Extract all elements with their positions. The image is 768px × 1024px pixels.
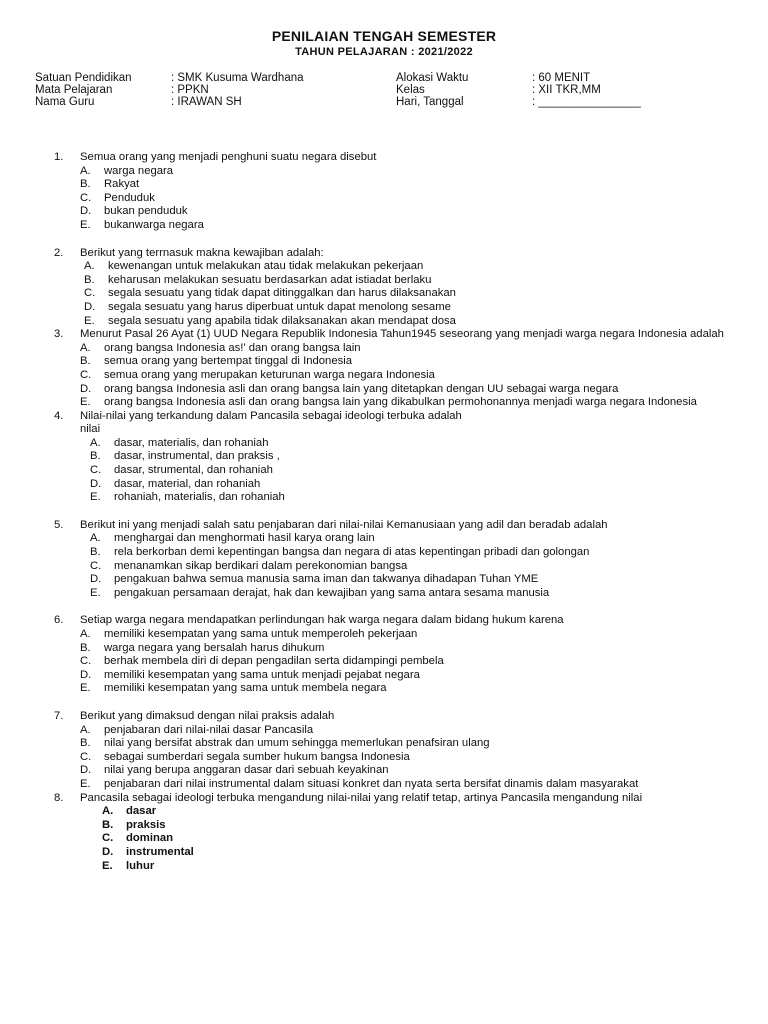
option-letter: A. (102, 805, 114, 818)
option-d (90, 573, 724, 587)
info-row-date (396, 96, 641, 108)
option-a (90, 532, 724, 546)
option-text: pengakuan bahwa semua manusia sama iman dan takwanya dihadapan Tuhan YME (114, 573, 539, 586)
question-text: Menurut Pasal 26 Ayat (1) UUD Negara Republik Indonesia Tahun1945 seseorang yang menjadi warga negara Indonesia adalah (80, 328, 724, 341)
option-c (80, 751, 724, 765)
info-value: : ________________ (532, 96, 641, 108)
option-letter: E. (80, 682, 91, 695)
info-label: Nama Guru (35, 96, 95, 108)
question-text: Berikut yang dimaksud dengan nilai praksis adalah (80, 709, 335, 722)
info-label: Satuan Pendidikan (35, 72, 132, 84)
option-text: keharusan melakukan sesuatu berdasarkan adat istiadat berlaku (108, 273, 432, 286)
option-c (80, 655, 724, 669)
option-a (80, 342, 724, 356)
question-number: 8. (54, 791, 64, 804)
page-title: PENILAIAN TENGAH SEMESTER (271, 28, 497, 44)
option-letter: D. (80, 764, 92, 777)
option-e (80, 219, 724, 233)
exam-info (396, 72, 641, 108)
info-row-teacher (35, 96, 304, 108)
option-letter: D. (80, 382, 92, 395)
info-row-school (35, 72, 304, 84)
option-letter: B. (80, 355, 91, 368)
option-c (80, 369, 724, 383)
option-letter: B. (84, 273, 95, 286)
question-number: 2. (54, 246, 64, 259)
option-text: warga negara (104, 164, 174, 177)
option-letter: A. (80, 341, 91, 354)
option-text: semua orang yang merupakan keturunan warga negara Indonesia (104, 368, 435, 381)
option-c (90, 464, 724, 478)
option-letter: E. (90, 586, 101, 599)
option-letter: B. (102, 818, 114, 831)
option-letter: C. (84, 287, 96, 300)
option-text: dasar, strumental, dan rohaniah (114, 464, 273, 477)
option-letter: E. (102, 859, 113, 872)
option-b (90, 546, 724, 560)
option-b (80, 355, 724, 369)
question-number: 5. (54, 518, 64, 531)
question-text: Berikut yang terrnasuk makna kewajiban adalah: (80, 246, 324, 259)
option-text: pengakuan persamaan derajat, hak dan kewajiban yang sama antara sesama manusia (114, 586, 550, 599)
option-e (90, 491, 724, 505)
option-text: dasar, instrumental, dan praksis , (114, 450, 280, 463)
option-text: memiliki kesempatan yang sama untuk memperoleh pekerjaan (104, 628, 418, 640)
option-letter: E. (84, 314, 95, 327)
option-e (80, 396, 724, 410)
option-a (80, 165, 724, 179)
question-4 (54, 410, 724, 505)
info-label: Hari, Tanggal (396, 96, 464, 108)
question-6 (54, 614, 724, 696)
option-text: berhak membela diri di depan pengadilan serta didampingi pembela (104, 655, 444, 668)
option-letter: A. (80, 628, 91, 640)
option-letter: D. (80, 668, 92, 681)
option-text: kewenangan untuk melakukan atau tidak melakukan pekerjaan (108, 260, 424, 273)
option-c (84, 287, 724, 301)
option-e (102, 860, 724, 874)
option-text: praksis (126, 818, 166, 831)
option-text: nilai yang bersifat abstrak dan umum sehingga memerlukan penafsiran ulang (104, 737, 490, 750)
option-a (84, 260, 724, 274)
option-e (90, 587, 724, 601)
option-text: dasar, materialis, dan rohaniah (114, 436, 269, 449)
option-d (80, 669, 724, 683)
option-letter: C. (80, 368, 92, 381)
option-text: rohaniah, materialis, dan rohaniah (114, 491, 285, 504)
info-row-class (396, 84, 641, 96)
option-c (102, 832, 724, 846)
info-label: Alokasi Waktu (396, 72, 469, 84)
option-a (80, 724, 724, 738)
info-row-duration (396, 72, 641, 84)
option-letter: D. (90, 477, 102, 490)
option-letter: C. (80, 191, 92, 204)
option-text: luhur (126, 859, 155, 872)
info-label: Kelas (396, 84, 425, 96)
option-text: orang bangsa Indonesia asli dan orang bangsa lain yang ditetapkan dengan UU sebagai warga negara (104, 382, 619, 395)
option-letter: D. (102, 845, 114, 858)
option-text: orang bangsa Indonesia asli dan orang bangsa lain yang dikabulkan permohonannya menjadi warga negara Indonesia (104, 396, 697, 409)
option-e (84, 315, 724, 329)
option-letter: E. (90, 491, 101, 504)
option-text: semua orang yang bertempat tinggal di Indonesia (104, 355, 353, 368)
question-text: Pancasila sebagai ideologi terbuka mengandung nilai-nilai yang relatif tetap, artinya Pancasila mengandung nilai (80, 791, 643, 804)
info-value: : 60 MENIT (532, 72, 591, 84)
option-letter: D. (90, 573, 102, 586)
option-letter: C. (90, 464, 102, 477)
option-text: memiliki kesempatan yang sama untuk menjadi pejabat negara (104, 668, 420, 681)
option-text: memiliki kesempatan yang sama untuk membela negara (104, 682, 387, 695)
question-number: 7. (54, 709, 64, 722)
question-3 (54, 328, 724, 410)
option-text: dominan (126, 832, 174, 845)
option-c (90, 560, 724, 574)
option-text: penjabaran dari nilai instrumental dalam situasi konkret dan nyata serta bersifat dinamis dalam masyarakat (104, 777, 639, 790)
info-row-subject (35, 84, 304, 96)
option-text: orang bangsa Indonesia as!' dan orang bangsa lain (104, 341, 361, 354)
info-value: : SMK Kusuma Wardhana (171, 72, 304, 84)
option-letter: E. (80, 777, 91, 790)
option-a (90, 437, 724, 451)
option-text: segala sesuatu yang apabila tidak dilaksanakan akan mendapat dosa (108, 314, 456, 327)
question-number: 6. (54, 614, 64, 627)
option-letter: D. (80, 205, 92, 218)
option-d (80, 205, 724, 219)
option-text: penjabaran dari nilai-nilai dasar Pancasila (104, 723, 314, 736)
option-letter: A. (80, 723, 91, 736)
option-text: sebagai sumberdari segala sumber hukum bangsa Indonesia (104, 750, 410, 763)
question-text: Setiap warga negara mendapatkan perlindungan hak warga negara dalam bidang hukum karena (80, 614, 564, 627)
option-b (80, 737, 724, 751)
question-7 (54, 710, 724, 792)
option-text: instrumental (126, 845, 194, 858)
info-value: : XII TKR,MM (532, 84, 601, 96)
question-number: 1. (54, 151, 64, 163)
option-letter: C. (90, 559, 102, 572)
option-text: Rakyat (104, 178, 140, 191)
school-info (35, 72, 304, 108)
option-text: dasar, material, dan rohaniah (114, 477, 261, 490)
option-b (84, 274, 724, 288)
option-text: warga negara yang bersalah harus dihukum (104, 641, 325, 654)
option-letter: B. (90, 450, 101, 463)
option-b (90, 450, 724, 464)
option-letter: A. (90, 436, 101, 449)
option-text: bukan penduduk (104, 205, 188, 218)
option-text: menanamkan sikap berdikari dalam perekonomian bangsa (114, 559, 408, 572)
page-subtitle: TAHUN PELAJARAN : 2021/2022 (295, 46, 473, 58)
question-text: Berikut ini yang menjadi salah satu penjabaran dari nilai-nilai Kemanusiaan yang adil dan beradab adalah (80, 518, 608, 531)
question-text: Nilai-nilai yang terkandung dalam Pancasila sebagai ideologi terbuka adalah nilai (80, 409, 462, 436)
question-text: Semua orang yang menjadi penghuni suatu negara disebut (80, 151, 377, 163)
option-text: bukanwarga negara (104, 218, 204, 231)
option-letter: E. (80, 218, 91, 231)
question-number: 4. (54, 409, 64, 422)
info-label: Mata Pelajaran (35, 84, 113, 96)
option-letter: C. (80, 655, 92, 668)
option-d (90, 478, 724, 492)
option-letter: A. (84, 260, 95, 273)
option-letter: C. (102, 832, 114, 845)
option-e (80, 682, 724, 696)
option-letter: A. (80, 164, 91, 177)
option-text: segala sesuatu yang tidak dapat ditinggalkan dan harus dilaksanakan (108, 287, 456, 300)
option-letter: E. (80, 396, 91, 409)
option-letter: C. (80, 750, 92, 763)
info-value: : PPKN (171, 84, 209, 96)
option-text: dasar (126, 805, 157, 818)
option-letter: A. (90, 532, 101, 545)
option-text: Penduduk (104, 191, 155, 204)
question-8 (54, 792, 724, 874)
option-text: nilai yang berupa anggaran dasar dari sebuah keyakinan (104, 764, 389, 777)
option-d (80, 764, 724, 778)
question-list (54, 151, 724, 873)
option-letter: B. (80, 737, 91, 750)
option-text: menghargai dan menghormati hasil karya orang lain (114, 532, 375, 545)
option-text: rela berkorban demi kepentingan bangsa dan negara di atas kepentingan pribadi dan golongan (114, 546, 590, 559)
question-1 (54, 151, 724, 233)
option-c (80, 192, 724, 206)
question-2 (54, 247, 724, 329)
question-number: 3. (54, 328, 64, 341)
option-b (102, 819, 724, 833)
option-text: segala sesuatu yang harus diperbuat untuk dapat menolong sesame (108, 300, 451, 313)
option-a (102, 805, 724, 819)
option-e (80, 778, 724, 792)
option-d (84, 301, 724, 315)
option-letter: B. (90, 546, 101, 559)
option-letter: B. (80, 641, 91, 654)
option-d (102, 846, 724, 860)
option-d (80, 383, 724, 397)
info-value: : IRAWAN SH (171, 96, 242, 108)
option-letter: D. (84, 300, 96, 313)
option-letter: B. (80, 178, 91, 191)
question-5 (54, 519, 724, 601)
option-b (80, 642, 724, 656)
option-a (80, 628, 724, 642)
option-b (80, 178, 724, 192)
